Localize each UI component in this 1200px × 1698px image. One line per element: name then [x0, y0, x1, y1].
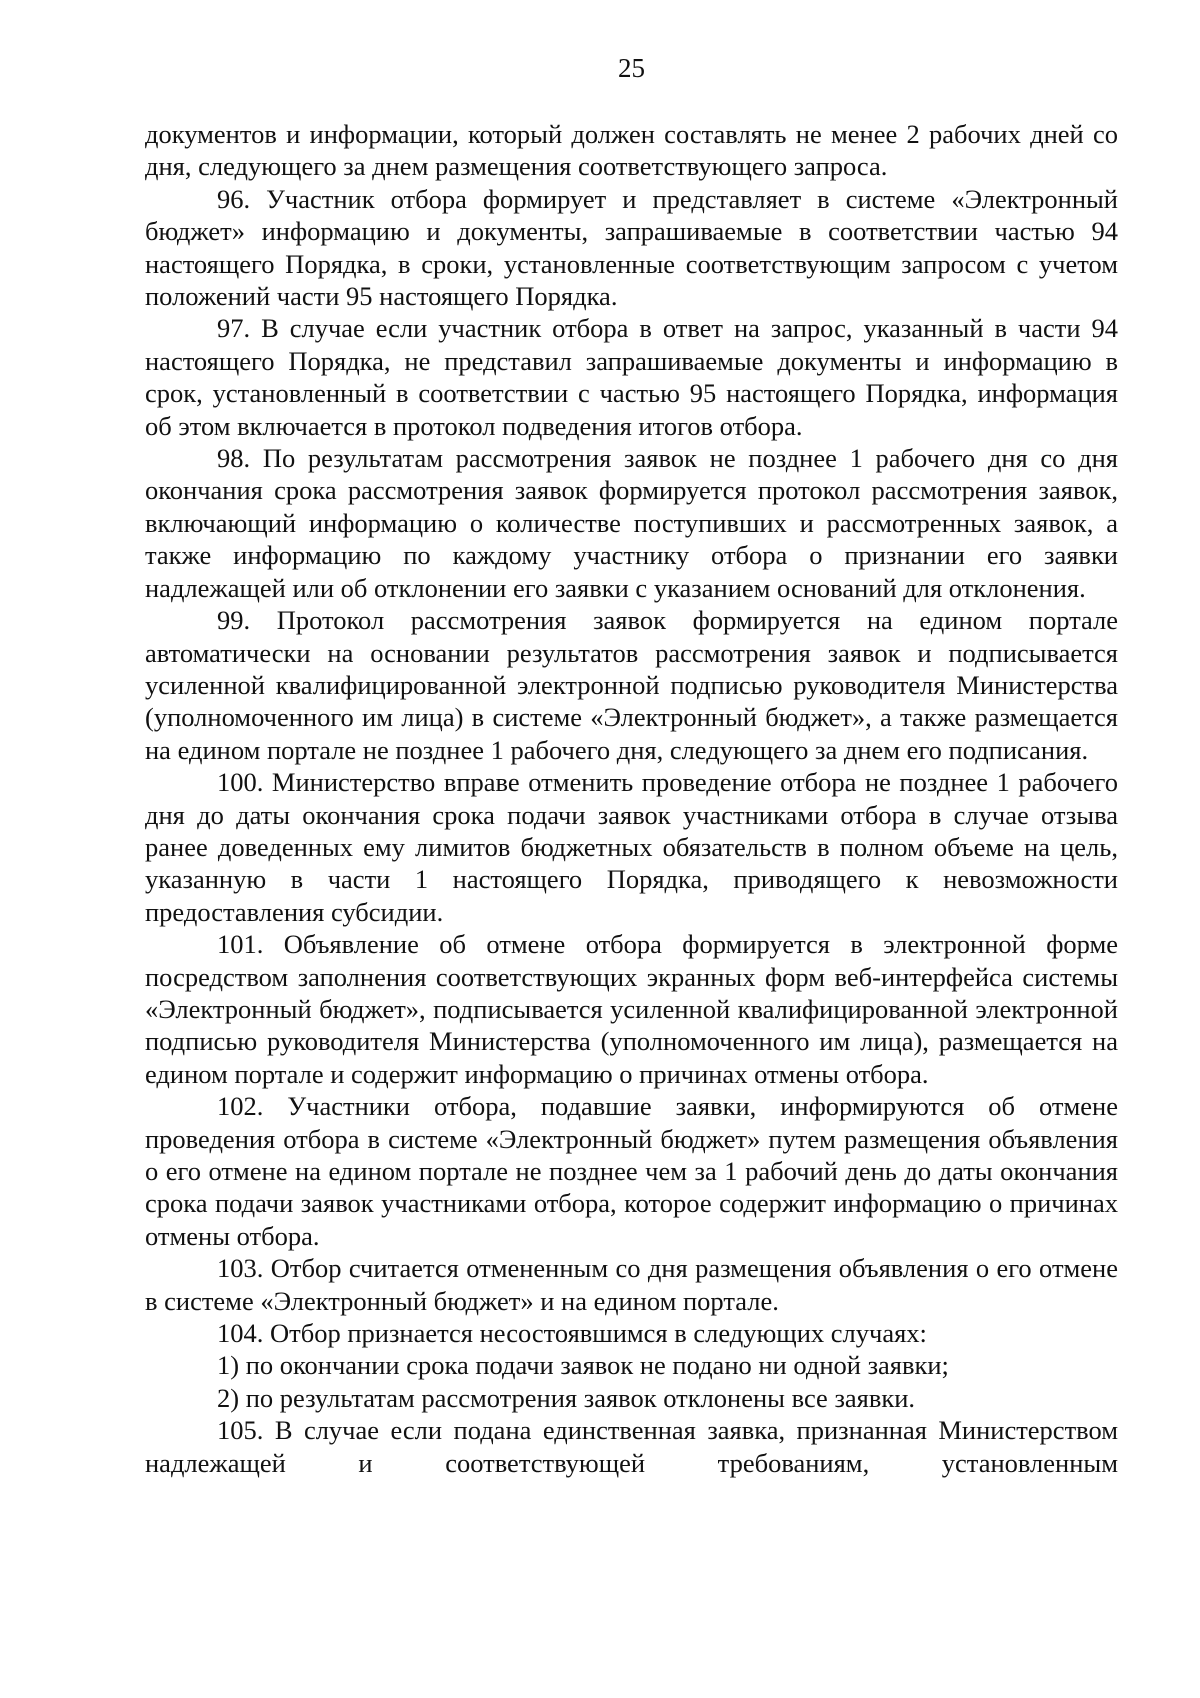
paragraph-96: 96. Участник отбора формирует и представляет в системе «Электронный бюджет» информацию и документы, запрашиваемые в соответствии частью 94 настоящего Порядка, в сроки, установленные соответствующим запросом с учетом положений части 95 настоящего Порядка. [145, 183, 1118, 312]
paragraph-104-item-1: 1) по окончании срока подачи заявок не подано ни одной заявки; [217, 1350, 949, 1381]
paragraph-104-item-2: 2) по результатам рассмотрения заявок отклонены все заявки. [217, 1382, 916, 1413]
paragraph-98: 98. По результатам рассмотрения заявок не позднее 1 рабочего дня со дня окончания срока рассмотрения заявок формируется протокол рассмотрения заявок, включающий информацию о количестве поступивших и рассмотренных заявок, а также информацию по каждому участнику отбора о признании его заявки надлежащей или об отклонении его заявки с указанием оснований для отклонения. [145, 443, 1118, 603]
paragraph-105: 105. В случае если подана единственная заявка, признанная Министерством надлежащей и соответствующей требованиям, установленным [145, 1415, 1118, 1478]
page-number: 25 [618, 53, 645, 83]
paragraph-99: 99. Протокол рассмотрения заявок формируется на едином портале автоматически на основании результатов рассмотрения заявок и подписывается усиленной квалифицированной электронной подписью руководителя Министерства (уполномоченного им лица) в системе «Электронный бюджет», а также размещается на едином портале не позднее 1 рабочего дня, следующего за днем его подписания. [145, 605, 1118, 765]
paragraph-103: 103. Отбор считается отмененным со дня размещения объявления о его отмене в системе «Электронный бюджет» и на едином портале. [145, 1253, 1118, 1316]
document-page [145, 0, 1118, 1698]
paragraph-continuation: документов и информации, который должен составлять не менее 2 рабочих дней со дня, следующего за днем размещения соответствующего запроса. [145, 119, 1118, 182]
paragraph-100: 100. Министерство вправе отменить проведение отбора не позднее 1 рабочего дня до даты окончания срока подачи заявок участниками отбора в случае отзыва ранее доведенных ему лимитов бюджетных обязательств в полном объеме на цель, указанную в части 1 настоящего Порядка, приводящего к невозможности предоставления субсидии. [145, 767, 1118, 927]
paragraph-101: 101. Объявление об отмене отбора формируется в электронной форме посредством заполнения соответствующих экранных форм веб-интерфейса системы «Электронный бюджет», подписывается усиленной квалифицированной электронной подписью руководителя Министерства (уполномоченного им лица), размещается на едином портале и содержит информацию о причинах отмены отбора. [145, 929, 1118, 1089]
document-body [145, 118, 1118, 1479]
paragraph-104: 104. Отбор признается несостоявшимся в следующих случаях: [217, 1318, 927, 1349]
paragraph-97: 97. В случае если участник отбора в ответ на запрос, указанный в части 94 настоящего Порядка, не представил запрашиваемые документы и информацию в срок, установленный в соответствии с частью 95 настоящего Порядка, информация об этом включается в протокол подведения итогов отбора. [145, 313, 1118, 441]
paragraph-102: 102. Участники отбора, подавшие заявки, информируются об отмене проведения отбора в системе «Электронный бюджет» путем размещения объявления о его отмене на едином портале не позднее чем за 1 рабочий день до даты окончания срока подачи заявок участниками отбора, которое содержит информацию о причинах отмены отбора. [145, 1091, 1118, 1251]
